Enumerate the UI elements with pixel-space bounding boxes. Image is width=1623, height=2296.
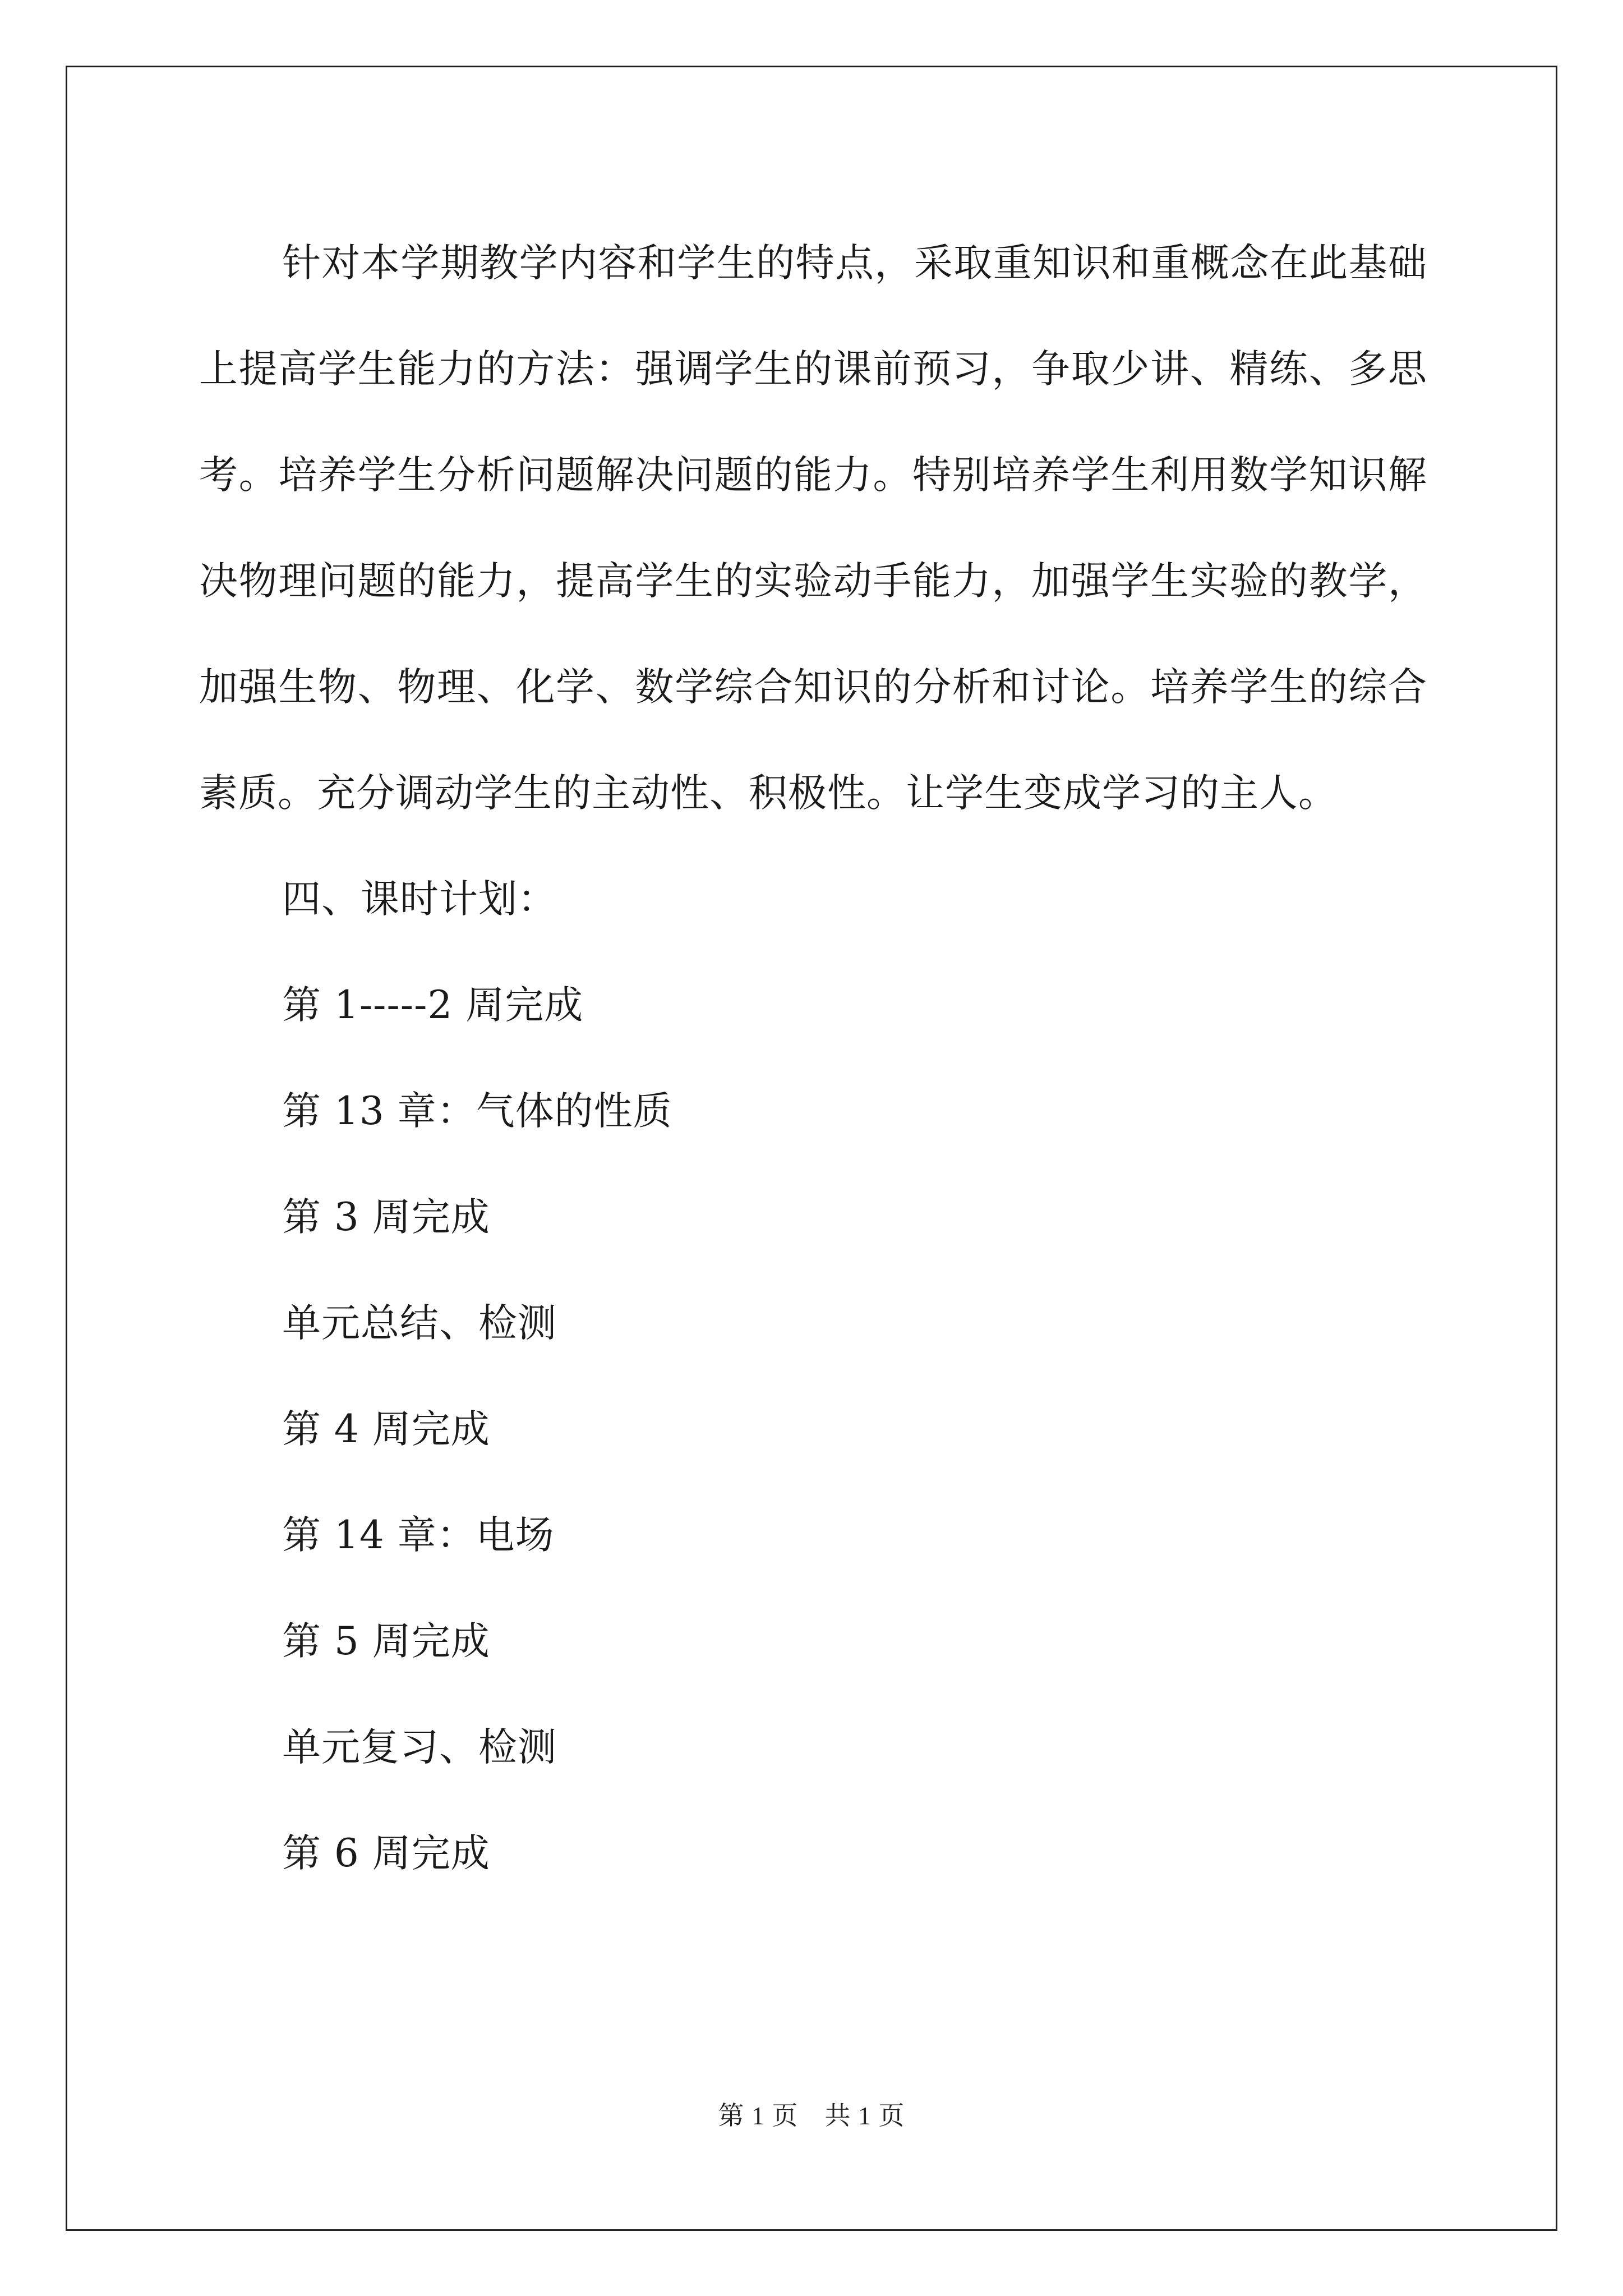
document-body xyxy=(199,210,1427,1907)
page-number-footer: 第 1 页 共 1 页 xyxy=(718,2101,905,2130)
schedule-line: 第 5 周完成 xyxy=(282,1619,490,1664)
schedule-line: 单元复习、检测 xyxy=(282,1725,557,1770)
schedule-line: 单元总结、检测 xyxy=(282,1301,557,1346)
section-heading: 四、课时计划： xyxy=(282,877,557,922)
schedule-line: 第 4 周完成 xyxy=(282,1407,490,1452)
schedule-line: 第 3 周完成 xyxy=(282,1195,490,1240)
schedule-line: 第 14 章：电场 xyxy=(282,1513,555,1558)
teaching-method-paragraph: 针对本学期教学内容和学生的特点，采取重知识和重概念在此基础上提高学生能力的方法：强调学生的课前预习，争取少讲、精练、多思考。培养学生分析问题解决问题的能力。特别培养学生利用数学知识解决物理问题的能力，提高学生的实验动手能力，加强学生实验的教学，加强生物、物理、化学、数学综合知识的分析和讨论。培养学生的综合素质。充分调动学生的主动性、积极性。让学生变成学习的主人。 xyxy=(199,241,1427,816)
schedule-line: 第 1-----2 周完成 xyxy=(282,983,584,1028)
schedule-line: 第 13 章：气体的性质 xyxy=(282,1089,672,1134)
schedule-line: 第 6 周完成 xyxy=(282,1831,490,1876)
